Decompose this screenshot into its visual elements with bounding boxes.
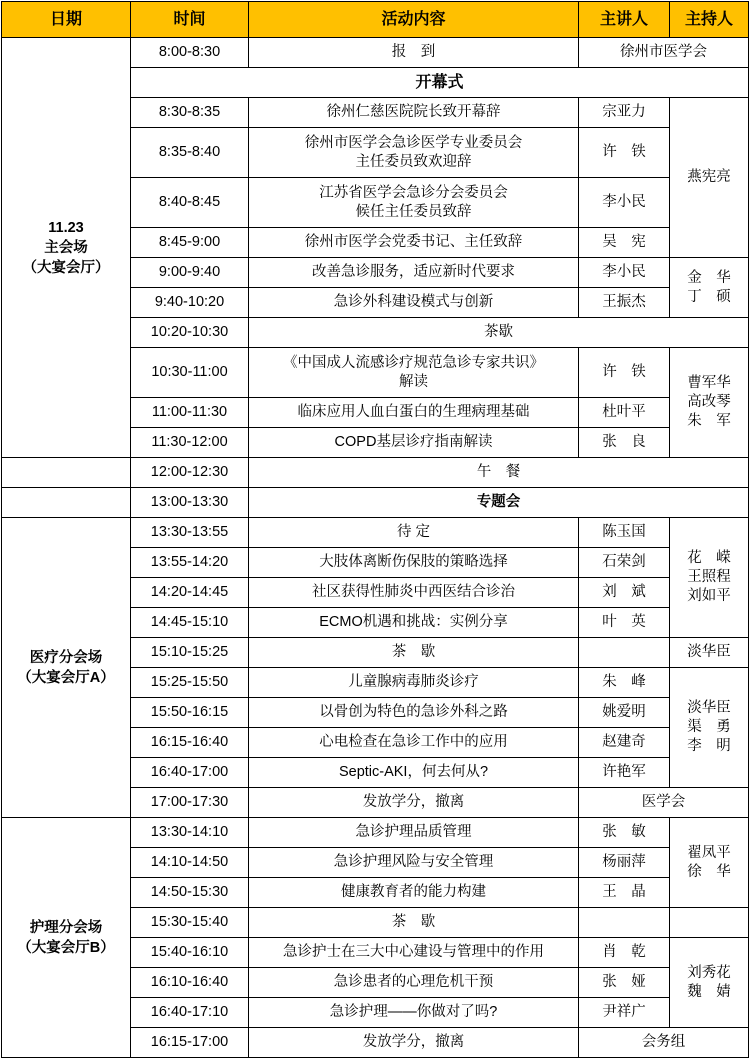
speaker-cell: 李小民: [579, 258, 670, 288]
time-cell: 11:30-12:00: [131, 428, 249, 458]
nursing-venue-name: 护理分会场: [29, 919, 103, 936]
content-cell: 徐州市医学会急诊医学专业委员会 主任委员致欢迎辞: [249, 128, 579, 178]
time-cell: 9:00-9:40: [131, 258, 249, 288]
header-host: 主持人: [670, 2, 749, 38]
time-cell: 16:15-17:00: [131, 1028, 249, 1058]
time-cell: 15:10-15:25: [131, 638, 249, 668]
speaker-cell: 王 晶: [579, 878, 670, 908]
host-cell: 刘秀花 魏 婧: [670, 938, 749, 1028]
host-cell: 燕宪亮: [670, 98, 749, 258]
content-cell: 社区获得性肺炎中西医结合诊治: [249, 578, 579, 608]
content-cell: 《中国成人流感诊疗规范急诊专家共识》 解读: [249, 348, 579, 398]
time-cell: 8:40-8:45: [131, 178, 249, 228]
time-cell: 12:00-12:30: [131, 458, 249, 488]
header-time: 时间: [131, 2, 249, 38]
content-cell: COPD基层诊疗指南解读: [249, 428, 579, 458]
speaker-cell: 石荣剑: [579, 548, 670, 578]
speaker-cell: 杨丽萍: [579, 848, 670, 878]
content-cell: 临床应用人血白蛋白的生理病理基础: [249, 398, 579, 428]
speaker-cell: 许 铁: [579, 348, 670, 398]
content-cell: 徐州市医学会党委书记、主任致辞: [249, 228, 579, 258]
content-cell: 改善急诊服务，适应新时代要求: [249, 258, 579, 288]
content-cell: 急诊外科建设模式与创新: [249, 288, 579, 318]
time-cell: 16:10-16:40: [131, 968, 249, 998]
time-cell: 8:30-8:35: [131, 98, 249, 128]
special-session-title: 专题会: [249, 488, 749, 518]
speaker-cell: 肖 乾: [579, 938, 670, 968]
content-cell: 儿童腺病毒肺炎诊疗: [249, 668, 579, 698]
opening-ceremony-title: 开幕式: [131, 68, 749, 98]
nursing-venue-hall: （大宴会厅B）: [17, 939, 115, 956]
time-cell: 10:30-11:00: [131, 348, 249, 398]
medical-venue-cell: [2, 518, 131, 818]
time-cell: 8:35-8:40: [131, 128, 249, 178]
content-cell: 心电检查在急诊工作中的应用: [249, 728, 579, 758]
medical-venue-name: 医疗分会场: [29, 649, 103, 666]
time-cell: 14:50-15:30: [131, 878, 249, 908]
table-row: [2, 458, 749, 488]
main-date: 11.23: [48, 219, 84, 236]
content-cell: 健康教育者的能力构建: [249, 878, 579, 908]
content-cell: 茶 歇: [249, 908, 579, 938]
header-content: 活动内容: [249, 2, 579, 38]
host-cell: 金 华 丁 硕: [670, 258, 749, 318]
host-cell: 淡华臣: [670, 638, 749, 668]
time-cell: 16:15-16:40: [131, 728, 249, 758]
speaker-cell: 杜叶平: [579, 398, 670, 428]
main-venue-name: 主会场: [44, 239, 88, 256]
speaker-cell: 徐州市医学会: [579, 38, 749, 68]
speaker-cell: 张 娅: [579, 968, 670, 998]
time-cell: 15:30-15:40: [131, 908, 249, 938]
table-row: [2, 518, 749, 548]
time-cell: 13:00-13:30: [131, 488, 249, 518]
content-cell: 急诊护理品质管理: [249, 818, 579, 848]
host-cell: [670, 908, 749, 938]
time-cell: 15:40-16:10: [131, 938, 249, 968]
time-cell: 10:20-10:30: [131, 318, 249, 348]
speaker-cell: 赵建奇: [579, 728, 670, 758]
time-cell: 14:10-14:50: [131, 848, 249, 878]
content-cell: 急诊患者的心理危机干预: [249, 968, 579, 998]
time-cell: 13:55-14:20: [131, 548, 249, 578]
speaker-cell: 吴 宪: [579, 228, 670, 258]
content-cell: 以骨创为特色的急诊外科之路: [249, 698, 579, 728]
speaker-cell: 王振杰: [579, 288, 670, 318]
content-cell: 徐州仁慈医院院长致开幕辞: [249, 98, 579, 128]
time-cell: 8:00-8:30: [131, 38, 249, 68]
speaker-cell: 刘 斌: [579, 578, 670, 608]
content-cell: 发放学分，撤离: [249, 1028, 579, 1058]
speaker-cell: 姚爱明: [579, 698, 670, 728]
speaker-cell: 尹祥广: [579, 998, 670, 1028]
break-cell: 茶歇: [249, 318, 749, 348]
empty-date-cell: [2, 458, 131, 488]
schedule-table: [1, 1, 749, 1058]
time-cell: 16:40-17:00: [131, 758, 249, 788]
time-cell: 15:50-16:15: [131, 698, 249, 728]
host-cell: 翟凤平 徐 华: [670, 818, 749, 908]
content-cell: 茶 歇: [249, 638, 579, 668]
speaker-cell: 陈玉国: [579, 518, 670, 548]
time-cell: 11:00-11:30: [131, 398, 249, 428]
speaker-cell: 宗亚力: [579, 98, 670, 128]
time-cell: 15:25-15:50: [131, 668, 249, 698]
content-cell: 急诊护理风险与安全管理: [249, 848, 579, 878]
speaker-cell: [579, 908, 670, 938]
speaker-cell: 张 敏: [579, 818, 670, 848]
time-cell: 8:45-9:00: [131, 228, 249, 258]
time-cell: 14:45-15:10: [131, 608, 249, 638]
content-cell: 急诊护士在三大中心建设与管理中的作用: [249, 938, 579, 968]
header-row: [2, 2, 749, 38]
table-row: [2, 38, 749, 68]
table-row: [2, 818, 749, 848]
content-cell: 江苏省医学会急诊分会委员会 候任主任委员致辞: [249, 178, 579, 228]
lunch-cell: 午 餐: [249, 458, 749, 488]
time-cell: 17:00-17:30: [131, 788, 249, 818]
content-cell: 发放学分，撤离: [249, 788, 579, 818]
time-cell: 16:40-17:10: [131, 998, 249, 1028]
content-cell: ECMO机遇和挑战：实例分享: [249, 608, 579, 638]
host-cell: 淡华臣 渠 勇 李 明: [670, 668, 749, 788]
content-cell: Septic-AKI，何去何从?: [249, 758, 579, 788]
main-venue-hall: （大宴会厅）: [22, 259, 110, 276]
time-cell: 13:30-14:10: [131, 818, 249, 848]
speaker-cell: [579, 638, 670, 668]
nursing-venue-cell: [2, 818, 131, 1058]
table-row: [2, 488, 749, 518]
time-cell: 13:30-13:55: [131, 518, 249, 548]
empty-date-cell: [2, 488, 131, 518]
content-cell: 急诊护理——你做对了吗?: [249, 998, 579, 1028]
speaker-cell: 会务组: [579, 1028, 749, 1058]
speaker-cell: 许艳军: [579, 758, 670, 788]
time-cell: 9:40-10:20: [131, 288, 249, 318]
speaker-cell: 李小民: [579, 178, 670, 228]
time-cell: 14:20-14:45: [131, 578, 249, 608]
header-speaker: 主讲人: [579, 2, 670, 38]
medical-venue-hall: （大宴会厅A）: [17, 669, 115, 686]
speaker-cell: 叶 英: [579, 608, 670, 638]
content-cell: 大肢体离断伤保肢的策略选择: [249, 548, 579, 578]
speaker-cell: 张 良: [579, 428, 670, 458]
speaker-cell: 医学会: [579, 788, 749, 818]
header-date: 日期: [2, 2, 131, 38]
content-cell: 报 到: [249, 38, 579, 68]
host-cell: 曹军华 高改琴 朱 军: [670, 348, 749, 458]
content-cell: 待 定: [249, 518, 579, 548]
host-cell: 花 嵘 王照程 刘如平: [670, 518, 749, 638]
main-venue-cell: [2, 38, 131, 458]
speaker-cell: 许 铁: [579, 128, 670, 178]
speaker-cell: 朱 峰: [579, 668, 670, 698]
